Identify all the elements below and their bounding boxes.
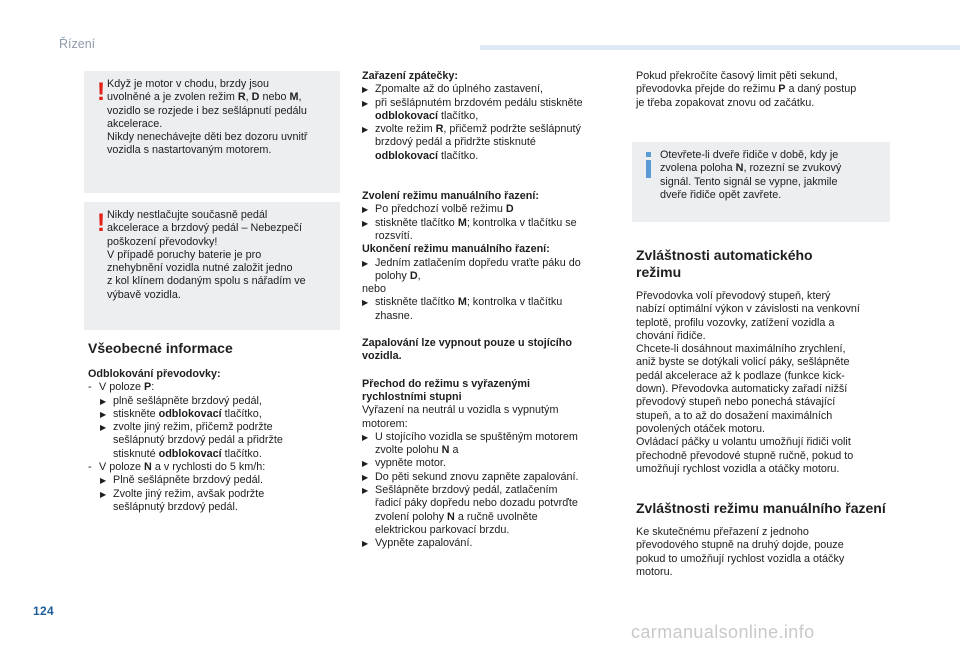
auto-line: povolených otáček motoru.	[636, 422, 766, 435]
auto-line: Převodovka volí převodový stupeň, který	[636, 290, 831, 302]
list-item: ▶ stiskněte odblokovací tlačítko,	[100, 407, 262, 420]
list-item: ▶ zvolte jiný režim, přičemž podržte sešlápnutý brzdový pedál a přidržte stisknuté odblokovací tlačítko.	[100, 421, 283, 460]
list-item: ▶ U stojícího vozidla se spuštěným motorem zvolte polohu N a	[362, 430, 578, 457]
auto-line: nabízí optimální výkon v závislosti na venkovní	[636, 303, 860, 316]
warning-line: V případě poruchy baterie je pro	[107, 248, 262, 261]
arrow-bullet-icon: ▶	[362, 85, 369, 95]
neutral-heading: Přechod do režimu s vyřazenými rychlostními stupni	[362, 377, 531, 403]
arrow-bullet-icon: ▶	[362, 539, 369, 549]
manual-mode-title: Zvláštnosti režimu manuálního řazení	[636, 500, 886, 516]
warning-box-engine-running	[84, 71, 340, 193]
list-item: ▶ Po předchozí volbě režimu D	[362, 203, 514, 216]
warning-line: Nikdy nestlačujte současně pedál	[107, 209, 268, 221]
arrow-bullet-icon: ▶	[362, 125, 369, 135]
auto-line: teplotě, profilu vozovky, zatížení vozidla a	[636, 316, 835, 329]
list-item: ▶ zvolte režim R, přičemž podržte sešlápnutý brzdový pedál a přidržte stisknuté odblokovací tlačítko.	[362, 123, 581, 162]
manual-end-heading: Ukončení režimu manuálního řazení:	[362, 243, 550, 256]
manual-line: Ke skutečnému přeřazení z jednoho	[636, 526, 809, 538]
timeout-line: Pokud překročíte časový limit pěti sekund,	[636, 70, 838, 82]
arrow-bullet-icon: ▶	[362, 205, 369, 215]
header-bar	[480, 45, 960, 50]
warning-line: Nikdy nenechávejte děti bez dozoru uvnitř	[107, 131, 308, 144]
watermark: carmanualsonline.info	[631, 622, 815, 642]
info-line: zvolena poloha N, rozezní se zvukový	[660, 162, 842, 175]
timeout-line: převodovka přejde do režimu P a daný postup	[636, 83, 857, 96]
list-item: ▶ Sešlápněte brzdový pedál, zatlačením řadicí páky dopředu nebo dozadu potvrďte zvolení polohy N a ručně uvolněte elektrickou parkovací brzdu.	[362, 484, 578, 536]
warning-box-pedals	[84, 202, 340, 330]
auto-mode-section	[636, 247, 896, 476]
list-item: ▶ při sešlápnutém brzdovém pedálu stiskněte odblokovací tlačítko,	[362, 96, 583, 122]
exclamation-warning-icon: !	[96, 78, 106, 106]
info-line: signál. Tento signál se vypne, jakmile	[660, 175, 838, 188]
manual-line: převodového stupně na druhý dojde, pouze	[636, 539, 844, 552]
arrow-bullet-icon: ▶	[362, 432, 369, 442]
auto-line: umožňují rychlost vozidla a otáčky motoru.	[636, 462, 840, 475]
arrow-bullet-icon: ▶	[100, 476, 107, 486]
auto-line: Chcete-li dosáhnout maximálního zrychlení,	[636, 343, 846, 356]
arrow-bullet-icon: ▶	[362, 98, 369, 108]
arrow-bullet-icon: ▶	[362, 298, 369, 308]
arrow-bullet-icon: ▶	[100, 396, 107, 406]
warning-text	[107, 209, 334, 302]
timeout-paragraph	[636, 70, 896, 110]
warning-line: uvolněné a je zvolen režim R, D nebo M,	[107, 91, 302, 104]
list-item: ▶ vypněte motor.	[362, 457, 446, 470]
info-line: dveře řidiče opět zavřete.	[660, 188, 782, 201]
manual-line: pokud to umožňují rychlost vozidla a otáčky	[636, 552, 845, 565]
warning-line: poškození převodovky!	[107, 235, 218, 248]
arrow-bullet-icon: ▶	[362, 218, 369, 228]
info-box-driver-door	[632, 142, 890, 222]
ignition-note: Zapalování lze vypnout pouze u stojícího vozidla.	[362, 337, 572, 363]
warning-line: z kol klínem dodaným spolu s nářadím ve	[107, 275, 306, 288]
arrow-bullet-icon: ▶	[362, 472, 369, 482]
warning-text	[107, 78, 334, 158]
arrow-bullet-icon: ▶	[362, 258, 369, 268]
list-item: ▶ Vypněte zapalování.	[362, 537, 473, 550]
info-text	[660, 149, 884, 202]
manual-mode-section	[636, 500, 906, 579]
arrow-bullet-icon: ▶	[362, 486, 369, 496]
warning-line: akcelerace.	[107, 117, 163, 130]
warning-line: Když je motor v chodu, brzdy jsou	[107, 78, 270, 90]
list-item: ▶ Zpomalte až do úplného zastavení,	[362, 83, 544, 96]
warning-line: vozidla s nastartovaným motorem.	[107, 144, 272, 157]
arrow-bullet-icon: ▶	[362, 459, 369, 469]
auto-line: přechodně převodové stupně ručně, pokud to	[636, 449, 854, 462]
manual-line: motoru.	[636, 565, 673, 578]
neutral-intro: Vyřazení na neutrál u vozidla s vypnutým motorem:	[362, 404, 559, 430]
list-item: ▶ stiskněte tlačítko M; kontrolka v tlačítku se rozsvítí.	[362, 216, 577, 242]
auto-line: stupeň, a to až do dosažení maximálních	[636, 409, 833, 422]
general-info-section	[88, 340, 338, 514]
list-item: ▶ Jedním zatlačením dopředu vraťte páku do polohy D,	[362, 256, 581, 282]
page-number: 124	[33, 604, 54, 618]
list-item: ▶ Plně sešlápněte brzdový pedál.	[100, 474, 264, 487]
exclamation-warning-icon: !	[96, 209, 106, 237]
general-info-title: Všeobecné informace	[88, 340, 233, 356]
warning-line: znehybnění vozidla nutné založit jedno	[107, 262, 293, 275]
n-position-line: - V poloze N a v rychlosti do 5 km/h:	[88, 461, 266, 474]
procedures-column	[362, 70, 620, 551]
list-item: ▶ plně sešlápněte brzdový pedál,	[100, 394, 262, 407]
list-item: ▶ Do pěti sekund znovu zapněte zapalování.	[362, 470, 579, 483]
manual-select-heading: Zvolení režimu manuálního řazení:	[362, 190, 539, 203]
auto-mode-title: Zvláštnosti automatického režimu	[636, 247, 813, 280]
info-line: Otevřete-li dveře řidiče v době, kdy je	[660, 149, 839, 161]
warning-line: vozidlo se rozjede i bez sešlápnutí pedálu	[107, 104, 307, 117]
or-text: nebo	[362, 283, 387, 296]
unlock-heading: Odblokování převodovky:	[88, 368, 221, 380]
auto-line: převodový stupeň nebo ponechá stávající	[636, 396, 836, 409]
warning-line: výbavě vozidla.	[107, 288, 181, 301]
auto-line: aniž byste se dotýkali volicí páky, sešlápněte	[636, 356, 850, 369]
arrow-bullet-icon: ▶	[100, 489, 107, 499]
list-item: ▶ Zvolte jiný režim, avšak podržte sešlápnutý brzdový pedál.	[100, 487, 265, 513]
list-item: ▶ stiskněte tlačítko M; kontrolka v tlačítku zhasne.	[362, 296, 563, 322]
p-position-line: - V poloze P:	[88, 381, 155, 394]
warning-line: akcelerace a brzdový pedál – Nebezpečí	[107, 222, 303, 235]
reverse-heading: Zařazení zpátečky:	[362, 70, 459, 82]
section-header-title: Řízení	[59, 37, 96, 51]
timeout-line: je třeba zopakovat znovu od začátku.	[636, 96, 815, 109]
auto-line: pedál akcelerace až k podlaze (funkce kick-	[636, 369, 845, 382]
arrow-bullet-icon: ▶	[100, 423, 107, 433]
auto-line: down). Převodovka automaticky zařadí nižší	[636, 383, 848, 396]
arrow-bullet-icon: ▶	[100, 409, 107, 419]
auto-line: Ovládací páčky u volantu umožňují řidiči volit	[636, 436, 851, 449]
auto-line: chování řidiče.	[636, 329, 706, 342]
